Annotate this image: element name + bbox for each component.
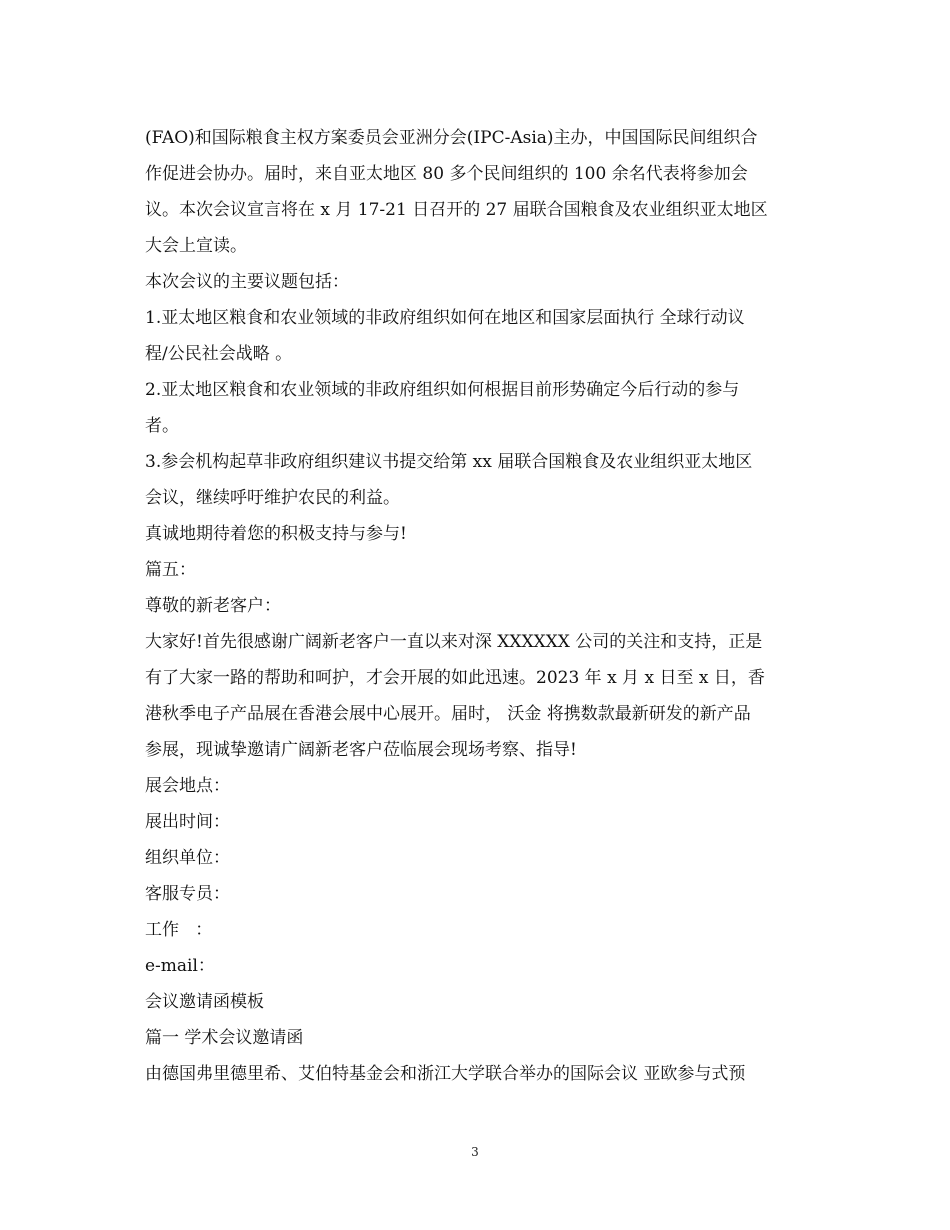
text-line: 2.亚太地区粮食和农业领域的非政府组织如何根据目前形势确定今后行动的参与 (145, 380, 740, 400)
field-label-work: 工作 ： (145, 920, 213, 940)
text-line: 由德国弗里德里希、艾伯特基金会和浙江大学联合举办的国际会议 亚欧参与式预 (145, 1064, 746, 1084)
section-heading: 篇五： (145, 560, 196, 580)
text-line: 大会上宣读。 (145, 236, 247, 256)
text-line: 港秋季电子产品展在香港会展中心展开。届时， 沃金 将携数款最新研发的新产品 (145, 704, 751, 724)
text-line: 大家好!首先很感谢广阔新老客户一直以来对深 XXXXXX 公司的关注和支持，正是 (145, 632, 763, 652)
field-label-service: 客服专员： (145, 884, 230, 904)
text-line: 1.亚太地区粮食和农业领域的非政府组织如何在地区和国家层面执行 全球行动议 (145, 308, 745, 328)
document-body (145, 120, 815, 1092)
section-heading: 会议邀请函模板 (145, 992, 264, 1012)
text-line: (FAO)和国际粮食主权方案委员会亚洲分会(IPC-Asia)主办，中国国际民间组织合 (145, 128, 758, 148)
page-number: 3 (471, 1145, 479, 1159)
text-line: 3.参会机构起草非政府组织建议书提交给第 xx 届联合国粮食及农业组织亚太地区 (145, 452, 753, 472)
text-line: 者。 (145, 416, 179, 436)
text-line: 参展，现诚挚邀请广阔新老客户莅临展会现场考察、指导! (145, 740, 577, 760)
text-line: 程/公民社会战略 。 (145, 344, 293, 364)
text-line: 会议，继续呼吁维护农民的利益。 (145, 488, 400, 508)
field-label-venue: 展会地点： (145, 776, 230, 796)
text-line: 真诚地期待着您的积极支持与参与! (145, 524, 407, 544)
text-line: 本次会议的主要议题包括： (145, 272, 349, 292)
section-heading: 篇一 学术会议邀请函 (145, 1028, 304, 1048)
text-line: 议。本次会议宣言将在 x 月 17-21 日召开的 27 届联合国粮食及农业组织亚太地区 (145, 200, 768, 220)
salutation: 尊敬的新老客户： (145, 596, 281, 616)
field-label-email: e-mail： (145, 956, 215, 976)
field-label-time: 展出时间： (145, 812, 230, 832)
field-label-organizer: 组织单位： (145, 848, 230, 868)
text-line: 作促进会协办。届时，来自亚太地区 80 多个民间组织的 100 余名代表将参加会 (145, 164, 748, 184)
text-line: 有了大家一路的帮助和呵护，才会开展的如此迅速。2023 年 x 月 x 日至 x 日，香 (145, 668, 765, 688)
